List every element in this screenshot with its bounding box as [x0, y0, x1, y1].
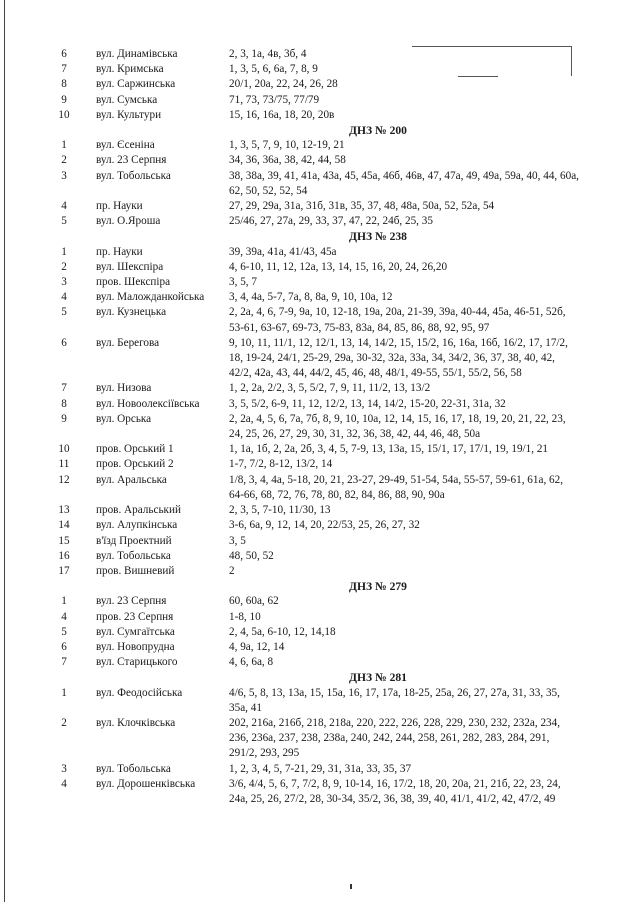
street-name: вул. Новоолексіївська	[96, 397, 200, 410]
row-number: 5	[61, 306, 67, 319]
street-name: вул. Тобольська	[96, 762, 171, 775]
house-numbers: 15, 16, 16а, 18, 20, 20в	[229, 108, 335, 121]
street-name: вул. Алупкінська	[96, 519, 178, 532]
house-numbers: 1, 2, 2а, 2/2, 3, 5, 5/2, 7, 9, 11, 11/2, 13, 13/2	[229, 382, 431, 395]
table-row	[0, 534, 638, 549]
table-row	[0, 93, 638, 108]
street-name: вул. 23 Серпня	[96, 595, 167, 608]
street-name: в'їзд Проектний	[96, 534, 172, 547]
house-numbers: 1, 1а, 1б, 2, 2а, 2б, 3, 4, 5, 7-9, 13, 13а, 15, 15/1, 17, 17/1, 19, 19/1, 21	[229, 443, 549, 456]
row-number: 6	[61, 48, 67, 60]
house-numbers: 9, 10, 11, 11/1, 12, 12/1, 13, 14, 14/2, 15, 15/2, 16, 16а, 16б, 16/2, 17, 17/2, 18, 19-24, 24/1, 25-29, 29а, 30-32, 32а, 33а, 34, 34/2, 36, 37, 38, 40, 42, 42/2, 42а, 43, 44, 44/2, 45, 46, 48, 48/1, 49-55, 55/1, 55/2, 56, 58	[229, 336, 568, 380]
house-numbers: 4/6, 5, 8, 13, 13а, 15, 15а, 16, 17, 17а, 18-25, 25а, 26, 27, 27а, 31, 33, 35, 35а, 41	[229, 686, 560, 714]
house-numbers: 1, 3, 5, 7, 9, 10, 12-19, 21	[229, 139, 345, 152]
street-name: вул. Кузнецька	[96, 306, 167, 319]
house-numbers: 60, 60а, 62	[229, 595, 279, 608]
street-name: вул. Культури	[96, 108, 162, 121]
table-row	[0, 214, 638, 229]
house-numbers: 2, 2а, 4, 5, 6, 7а, 7б, 8, 9, 10, 10а, 12, 14, 15, 16, 17, 18, 19, 20, 21, 22, 23, 24, 25, 26, 27, 29, 30, 31, 32, 36, 38, 42, 44, 46, 48, 50а	[229, 412, 566, 441]
house-numbers: 1-7, 7/2, 8-12, 13/2, 14	[229, 458, 333, 471]
row-number: 8	[61, 397, 67, 410]
table-row	[0, 777, 638, 807]
table-row	[0, 457, 638, 472]
street-name: пр. Науки	[96, 200, 143, 213]
row-number: 2	[61, 154, 67, 167]
street-name: вул. Маложданкойська	[96, 291, 205, 304]
section-heading: ДНЗ № 200	[349, 124, 407, 138]
table-row	[0, 640, 638, 655]
table-row	[0, 77, 638, 92]
house-numbers: 71, 73, 73/75, 77/79	[229, 93, 320, 106]
table-row	[0, 169, 638, 199]
table-row	[0, 442, 638, 457]
table-row	[0, 762, 638, 777]
row-number: 11	[58, 458, 70, 471]
street-name: вул. Дорошенківська	[96, 777, 196, 790]
street-name: вул. Феодосійська	[96, 686, 183, 699]
street-name: вул. Тобольська	[96, 169, 171, 182]
house-numbers: 3/6, 4/4, 5, 6, 7, 7/2, 8, 9, 10-14, 16, 17/2, 18, 20, 20а, 21, 21б, 22, 23, 24, 24а, 25, 26, 27/2, 28, 30-34, 35/2, 36, 38, 39, 40, 41/1, 41/2, 42, 47/2, 49	[229, 777, 561, 805]
section-heading: ДНЗ № 281	[349, 671, 407, 685]
street-name: вул. Тобольська	[96, 549, 171, 562]
street-name: вул. О.Яроша	[96, 215, 161, 228]
row-number: 7	[61, 63, 67, 76]
table-row	[0, 305, 638, 335]
table-row	[0, 397, 638, 412]
house-numbers: 3-6, 6а, 9, 12, 14, 20, 22/53, 25, 26, 27, 32	[229, 519, 420, 532]
table-row	[0, 473, 638, 503]
table-row	[0, 549, 638, 564]
row-number: 9	[61, 412, 67, 425]
table-row	[0, 610, 638, 625]
page-mark	[350, 884, 352, 889]
row-number: 4	[61, 291, 67, 304]
row-number: 7	[61, 382, 67, 395]
street-name: пров. Орський 1	[96, 443, 174, 456]
row-number: 5	[61, 625, 67, 638]
table-row	[0, 245, 638, 260]
street-name: пров. Вишневий	[96, 564, 175, 577]
house-numbers: 25/46, 27, 27а, 29, 33, 37, 47, 22, 24б, 25, 35	[229, 215, 433, 228]
table-row	[0, 336, 638, 382]
street-name: вул. Старицького	[96, 656, 178, 669]
street-name: вул. Сумська	[96, 93, 158, 106]
row-number: 10	[58, 443, 70, 456]
house-numbers: 38, 38а, 39, 41, 41а, 43а, 45, 45а, 46б, 46в, 47, 47а, 49, 49а, 59а, 40, 44, 60а, 62, 50, 52, 52, 54	[229, 169, 579, 197]
house-numbers: 2, 3, 5, 7-10, 11/30, 13	[229, 504, 331, 517]
street-name: вул. Орська	[96, 412, 152, 425]
street-name: вул. Берегова	[96, 336, 160, 349]
house-numbers: 4, 6-10, 11, 12, 12а, 13, 14, 15, 16, 20, 24, 26,20	[229, 260, 448, 273]
house-numbers: 48, 50, 52	[229, 549, 274, 562]
house-numbers: 2	[229, 564, 235, 577]
street-name: вул. Аральська	[96, 473, 167, 486]
row-number: 12	[58, 473, 70, 486]
table-row	[0, 275, 638, 290]
row-number: 3	[61, 762, 67, 775]
row-number: 2	[61, 716, 67, 729]
street-name: вул. 23 Серпня	[96, 154, 167, 167]
street-name: вул. Кримська	[96, 63, 164, 76]
row-number: 4	[61, 200, 67, 213]
house-numbers: 3, 4, 4а, 5-7, 7а, 8, 8а, 9, 10, 10а, 12	[229, 291, 393, 304]
house-numbers: 1/8, 3, 4, 4а, 5-18, 20, 21, 23-27, 29-49, 51-54, 54а, 55-57, 59-61, 61а, 62, 64-66, 68, 72, 76, 78, 80, 82, 84, 86, 88, 90, 90а	[229, 473, 564, 501]
street-name: вул. Клочківська	[96, 716, 176, 729]
row-number: 17	[58, 564, 70, 577]
house-numbers: 3, 5, 7	[229, 276, 257, 289]
row-number: 1	[61, 686, 67, 699]
row-number: 1	[61, 245, 67, 258]
house-numbers: 34, 36, 36а, 38, 42, 44, 58	[229, 154, 346, 167]
row-number: 4	[61, 610, 67, 623]
row-number: 9	[61, 93, 67, 106]
table-row	[0, 290, 638, 305]
street-name: вул. Єсеніна	[96, 139, 155, 152]
street-name: пров. Шекспіра	[96, 276, 171, 289]
table-row	[0, 260, 638, 275]
row-number: 13	[58, 504, 70, 517]
house-numbers: 4, 9а, 12, 14	[229, 640, 285, 653]
table-row	[0, 564, 638, 579]
table-row	[0, 138, 638, 153]
house-numbers: 2, 3, 1а, 4в, 3б, 4	[229, 48, 307, 60]
house-numbers: 20/1, 20а, 22, 24, 26, 28	[229, 78, 338, 91]
row-number: 2	[61, 260, 67, 273]
street-name: вул. Саржинська	[96, 78, 176, 91]
street-name: вул. Низова	[96, 382, 152, 395]
street-name: пров. Орський 2	[96, 458, 174, 471]
street-name: пр. Науки	[96, 245, 143, 258]
table-row	[0, 655, 638, 670]
section-heading: ДНЗ № 279	[349, 580, 407, 594]
table-row	[0, 503, 638, 518]
table-row	[0, 716, 638, 762]
table-row	[0, 199, 638, 214]
house-numbers: 3, 5	[229, 534, 246, 547]
house-numbers: 2, 4, 5а, 6-10, 12, 14,18	[229, 625, 336, 638]
table-row	[0, 412, 638, 442]
row-number: 16	[58, 549, 70, 562]
row-number: 6	[61, 336, 67, 349]
row-number: 10	[58, 108, 70, 121]
row-number: 6	[61, 640, 67, 653]
house-numbers: 1, 3, 5, 6, 6а, 7, 8, 9	[229, 63, 318, 76]
row-number: 4	[61, 777, 67, 790]
house-numbers: 4, 6, 6а, 8	[229, 656, 274, 669]
table-row	[0, 108, 638, 123]
street-name: вул. Динамівська	[96, 48, 178, 60]
row-number: 3	[61, 169, 67, 182]
table-row	[0, 518, 638, 533]
table-row	[0, 594, 638, 609]
house-numbers: 39, 39а, 41а, 41/43, 45а	[229, 245, 337, 258]
row-number: 8	[61, 78, 67, 91]
house-numbers: 27, 29, 29а, 31а, 31б, 31в, 35, 37, 48, 48а, 50а, 52, 52а, 54	[229, 200, 495, 213]
row-number: 1	[61, 139, 67, 152]
table-row	[0, 381, 638, 396]
street-name: вул. Новопрудна	[96, 640, 175, 653]
table-row	[0, 153, 638, 168]
table-row	[0, 625, 638, 640]
house-numbers: 1, 2, 3, 4, 5, 7-21, 29, 31, 31а, 33, 35, 37	[229, 762, 412, 775]
row-number: 7	[61, 656, 67, 669]
row-number: 1	[61, 595, 67, 608]
house-numbers: 2, 2а, 4, 6, 7-9, 9а, 10, 12-18, 19а, 20а, 21-39, 39а, 40-44, 45а, 46-51, 52б, 53-61, 63-67, 69-73, 75-83, 83а, 84, 85, 86, 88, 92, 95, 97	[229, 306, 566, 334]
table-row	[0, 47, 638, 62]
section-heading: ДНЗ № 238	[349, 230, 407, 244]
street-name: вул. Сумгаїтська	[96, 625, 175, 638]
table-row	[0, 62, 638, 77]
house-numbers: 202, 216а, 216б, 218, 218а, 220, 222, 226, 228, 229, 230, 232, 232а, 234, 236, 236а, 237, 238, 238а, 240, 242, 244, 258, 261, 282, 283, 284, 291, 291/2, 293, 295	[229, 716, 561, 760]
row-number: 5	[61, 215, 67, 228]
street-name: пров. 23 Серпня	[96, 610, 174, 623]
row-number: 3	[61, 276, 67, 289]
table-row	[0, 686, 638, 716]
street-name: вул. Шекспіра	[96, 260, 164, 273]
street-name: пров. Аральський	[96, 504, 181, 517]
house-numbers: 3, 5, 5/2, 6-9, 11, 12, 12/2, 13, 14, 14/2, 15-20, 22-31, 31а, 32	[229, 397, 506, 410]
address-list-document	[0, 47, 638, 807]
house-numbers: 1-8, 10	[229, 610, 261, 623]
row-number: 15	[58, 534, 70, 547]
row-number: 14	[58, 519, 70, 532]
